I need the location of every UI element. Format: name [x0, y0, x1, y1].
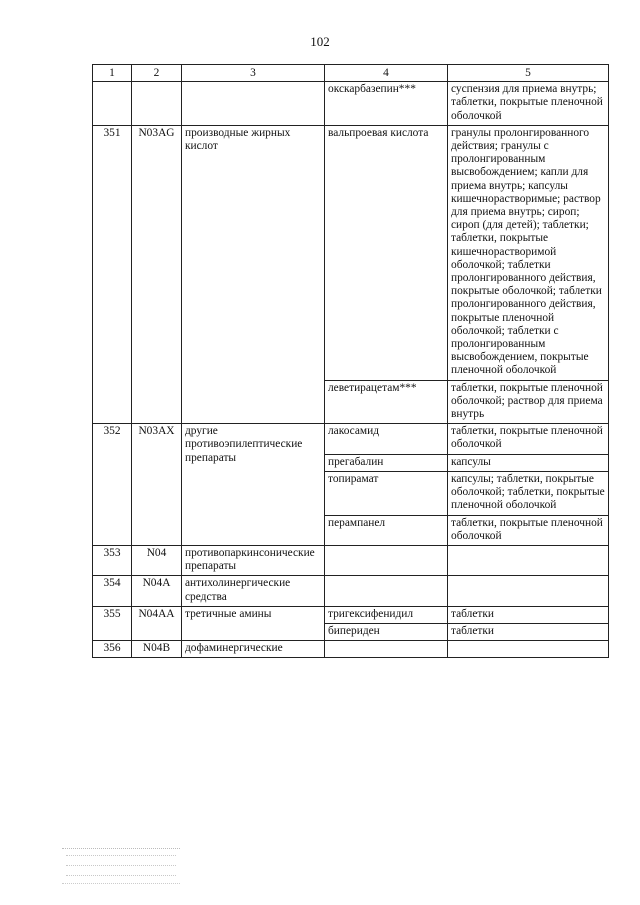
group-name-cell: [182, 82, 325, 126]
row-number-cell: 354: [93, 576, 132, 606]
drug-name-cell: леветирацетам***: [325, 380, 448, 424]
atc-code-cell: N04B: [132, 641, 182, 658]
dosage-forms-cell: [448, 641, 609, 658]
row-number-cell: 352: [93, 424, 132, 546]
column-header: 3: [182, 65, 325, 82]
column-header: 2: [132, 65, 182, 82]
row-number-cell: 353: [93, 545, 132, 575]
group-name-cell: производные жирных кислот: [182, 125, 325, 423]
drug-list-table: [92, 64, 609, 658]
drug-name-cell: окскарбазепин***: [325, 82, 448, 126]
drug-name-cell: вальпроевая кислота: [325, 125, 448, 380]
group-name-cell: антихолинергические средства: [182, 576, 325, 606]
dosage-forms-cell: капсулы; таблетки, покрытые оболочкой; таблетки, покрытые пленочной оболочкой: [448, 471, 609, 515]
atc-code-cell: [132, 82, 182, 126]
faint-stamp-mark: [62, 848, 180, 884]
drug-name-cell: топирамат: [325, 471, 448, 515]
table-row: [93, 641, 609, 658]
column-header: 5: [448, 65, 609, 82]
group-name-cell: противопаркинсонические препараты: [182, 545, 325, 575]
dosage-forms-cell: гранулы пролонгированного действия; гранулы с пролонгированным высвобождением; капли для приема внутрь; капсулы кишечнорастворимые; раствор для приема внутрь; сироп; сироп (для детей); таблетки; таблетки, покрытые кишечнорастворимой оболочкой; таблетки пролонгированного действия, покрытые оболочкой; таблетки пролонгированного действия, покрытые пленочной оболочкой; таблетки с пролонгированным высвобождением, покрытые пленочной оболочкой: [448, 125, 609, 380]
dosage-forms-cell: таблетки, покрытые пленочной оболочкой; раствор для приема внутрь: [448, 380, 609, 424]
table-row: [93, 125, 609, 380]
table-row: [93, 424, 609, 454]
dosage-forms-cell: таблетки: [448, 623, 609, 640]
table-row: [93, 576, 609, 606]
dosage-forms-cell: [448, 576, 609, 606]
table-row: [93, 606, 609, 623]
atc-code-cell: N03AX: [132, 424, 182, 546]
drug-name-cell: [325, 576, 448, 606]
table-row: [93, 82, 609, 126]
row-number-cell: 356: [93, 641, 132, 658]
dosage-forms-cell: таблетки: [448, 606, 609, 623]
group-name-cell: третичные амины: [182, 606, 325, 640]
row-number-cell: 355: [93, 606, 132, 640]
dosage-forms-cell: таблетки, покрытые пленочной оболочкой: [448, 515, 609, 545]
drug-name-cell: прегабалин: [325, 454, 448, 471]
atc-code-cell: N03AG: [132, 125, 182, 423]
dosage-forms-cell: [448, 545, 609, 575]
group-name-cell: дофаминергические: [182, 641, 325, 658]
column-header: 1: [93, 65, 132, 82]
row-number-cell: [93, 82, 132, 126]
page-number: 102: [310, 34, 330, 49]
drug-name-cell: бипериден: [325, 623, 448, 640]
atc-code-cell: N04A: [132, 576, 182, 606]
drug-name-cell: [325, 545, 448, 575]
dosage-forms-cell: таблетки, покрытые пленочной оболочкой: [448, 424, 609, 454]
drug-name-cell: тригексифенидил: [325, 606, 448, 623]
table-row: [93, 545, 609, 575]
row-number-cell: 351: [93, 125, 132, 423]
header-row: [93, 65, 609, 82]
drug-name-cell: перампанел: [325, 515, 448, 545]
group-name-cell: другие противоэпилептические препараты: [182, 424, 325, 546]
drug-name-cell: [325, 641, 448, 658]
dosage-forms-cell: капсулы: [448, 454, 609, 471]
column-header: 4: [325, 65, 448, 82]
atc-code-cell: N04AA: [132, 606, 182, 640]
dosage-forms-cell: суспензия для приема внутрь; таблетки, покрытые пленочной оболочкой: [448, 82, 609, 126]
drug-name-cell: лакосамид: [325, 424, 448, 454]
atc-code-cell: N04: [132, 545, 182, 575]
